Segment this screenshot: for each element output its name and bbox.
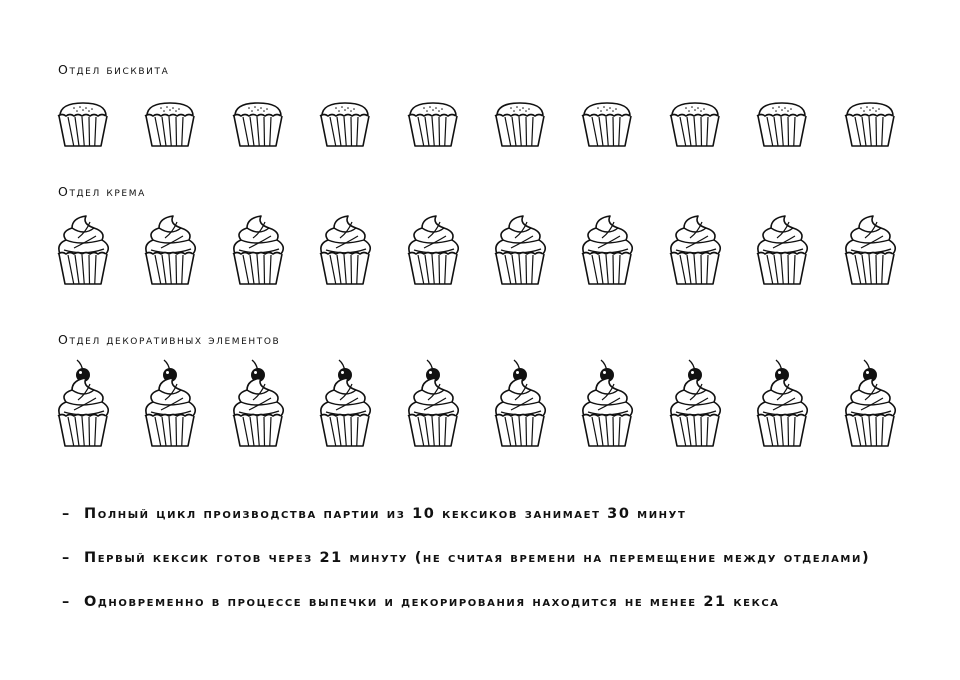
note-dash: –	[62, 506, 71, 522]
note-text: Одновременно в процессе выпечки и декорирования находится не менее 21 кекса	[84, 594, 780, 610]
cream-cupcake-icon	[493, 210, 549, 290]
plain-cupcake-icon	[56, 100, 112, 148]
note-item	[62, 550, 870, 566]
note-dash: –	[62, 594, 71, 610]
section-label-cream: Отдел крема	[58, 184, 146, 199]
note-item	[62, 506, 686, 522]
cream-cupcake-icon	[56, 210, 112, 290]
note-text: Полный цикл производства партии из 10 кексиков занимает 30 минут	[84, 506, 687, 522]
cherry-cupcake-icon	[755, 358, 811, 454]
cherry-cupcake-icon	[493, 358, 549, 454]
cherry-cupcake-icon	[56, 358, 112, 454]
cream-cupcake-icon	[755, 210, 811, 290]
section-label-decor: Отдел декоративных элементов	[58, 332, 281, 347]
plain-cupcake-icon	[231, 100, 287, 148]
cherry-cupcake-icon	[843, 358, 899, 454]
cream-cupcake-icon	[231, 210, 287, 290]
plain-cupcake-icon	[843, 100, 899, 148]
cherry-cupcake-icon	[580, 358, 636, 454]
note-text: Первый кексик готов через 21 минуту (не считая времени на перемещение между отделами)	[84, 550, 871, 566]
plain-cupcake-icon	[143, 100, 199, 148]
plain-cupcake-icon	[580, 100, 636, 148]
cream-cupcake-icon	[406, 210, 462, 290]
cherry-cupcake-icon	[143, 358, 199, 454]
cherry-cupcake-icon	[406, 358, 462, 454]
cream-cupcake-icon	[843, 210, 899, 290]
plain-cupcake-icon	[318, 100, 374, 148]
plain-cupcake-icon	[493, 100, 549, 148]
cherry-cupcake-icon	[668, 358, 724, 454]
note-dash: –	[62, 550, 71, 566]
plain-cupcake-icon	[755, 100, 811, 148]
plain-cupcake-icon	[406, 100, 462, 148]
cream-cupcake-icon	[318, 210, 374, 290]
row-cream-cupcakes	[0, 210, 960, 290]
cream-cupcake-icon	[580, 210, 636, 290]
plain-cupcake-icon	[668, 100, 724, 148]
cream-cupcake-icon	[143, 210, 199, 290]
cherry-cupcake-icon	[231, 358, 287, 454]
row-sponge-cupcakes	[0, 100, 960, 148]
cherry-cupcake-icon	[318, 358, 374, 454]
note-item	[62, 594, 780, 610]
section-label-sponge: Отдел бисквита	[58, 62, 170, 77]
row-decor-cupcakes	[0, 358, 960, 454]
cream-cupcake-icon	[668, 210, 724, 290]
